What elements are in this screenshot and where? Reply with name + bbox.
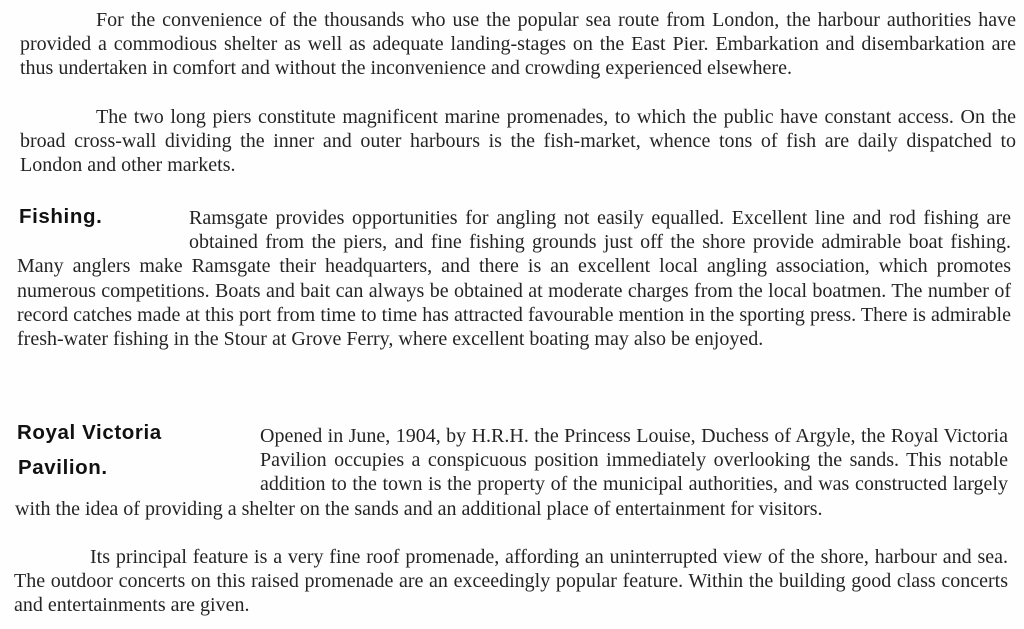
intro-paragraph-2: The two long piers constitute magnificent marine promenades, to which the public have constant access. On the broad cross-wall dividing the inner and outer harbours is the fish-market, whence tons of fish are daily dispatched to London and other markets. <box>20 106 1016 177</box>
fishing-heading: Fishing. <box>19 205 103 228</box>
fishing-paragraph <box>17 206 1011 351</box>
pavilion-paragraph-1-text: Opened in June, 1904, by H.R.H. the Princess Louise, Duchess of Argyle, the Royal Victoria Pavilion occupies a conspicuous position immediately overlooking the sands. This notable addition to the town is the property of the municipal authorities, and was constructed largely with the idea of providing a shelter on the sands and an additional place of entertainment for visitors. <box>15 425 1008 520</box>
intro-paragraph-1: For the convenience of the thousands who use the popular sea route from London, the harbour authorities have provided a commodious shelter as well as adequate landing-stages on the East Pier. Embarkation and disembarkation are thus undertaken in comfort and without the inconvenience and crowding experienced elsewhere. <box>20 9 1016 80</box>
pavilion-heading-line-1: Royal Victoria <box>17 421 162 444</box>
pavilion-paragraph-2: Its principal feature is a very fine roof promenade, affording an uninterrupted view of the shore, harbour and sea. The outdoor concerts on this raised promenade are an exceedingly popular feature. Within the building good class concerts and entertainments are given. <box>14 546 1008 617</box>
fishing-paragraph-text: Ramsgate provides opportunities for angling not easily equalled. Excellent line and rod fishing are obtained from the piers, and fine fishing grounds just off the shore provide admirable boat fishing. Many anglers make Ramsgate their headquarters, and there is an excellent local angling association, which promotes numerous competitions. Boats and bait can always be obtained at moderate charges from the local boatmen. The number of record catches made at this port from time to time has attracted favourable mention in the sporting press. There is admirable fresh-water fishing in the Stour at Grove Ferry, where excellent boating may also be enjoyed. <box>17 207 1011 351</box>
pavilion-paragraph-1 <box>15 424 1008 521</box>
pavilion-heading-line-2: Pavilion. <box>18 456 108 479</box>
